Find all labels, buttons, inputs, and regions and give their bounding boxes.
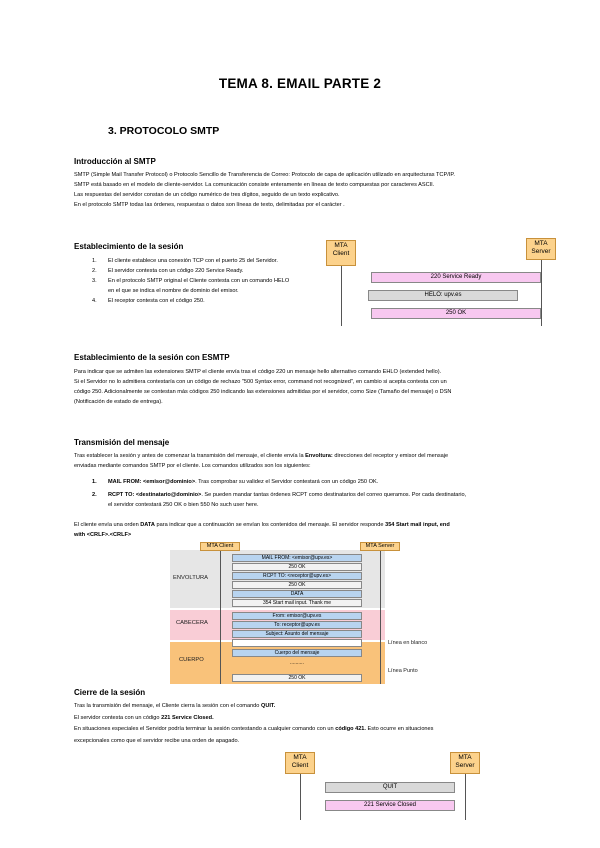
intro-line: Las respuestas del servidor constan de un código numérico de tres dígitos, seguido de un texto explicativo. (74, 192, 340, 198)
session-diagram (326, 238, 556, 328)
page-title: TEMA 8. EMAIL PARTE 2 (218, 76, 382, 91)
client-lifeline (220, 551, 221, 684)
transmission-diagram (170, 542, 440, 684)
message-arrow: Cuerpo del mensaje (232, 649, 362, 657)
client-lifeline (300, 774, 301, 820)
list-item: 4. El receptor contesta con el código 250. (92, 298, 205, 304)
close-heading: Cierre de la sesión (74, 688, 146, 697)
server-lifeline (380, 551, 381, 684)
message-arrow: Línea en blanco (232, 639, 362, 647)
intro-line: SMTP está basado en el modelo de cliente-servidor. La comunicación consiste enteramente en líneas de texto compuestas por caracteres ASCII. (74, 182, 435, 188)
list-item: 2. RCPT TO: <destinatario@dominio>. Se pueden mandar tantas órdenes RCPT como destinatarios del correo queramos. Por cada destinatario, (92, 492, 467, 498)
text-line: Tras la transmisión del mensaje, el Cliente cierra la sesión con el comando QUIT. (74, 703, 276, 709)
message-arrow: HELO: upv.es (368, 290, 518, 301)
list-item: en el que se indica el nombre de dominio del emisor. (108, 288, 239, 294)
transmission-heading: Transmisión del mensaje (74, 438, 170, 447)
session-heading: Establecimiento de la sesión (74, 242, 184, 251)
mta-server-box: MTA Server (360, 542, 400, 551)
esmtp-paragraph (74, 367, 534, 407)
message-arrow: 220 Service Ready (371, 272, 541, 283)
session-list (92, 256, 322, 306)
text-line: excepcionales como que el servidor recibe una orden de apagado. (74, 737, 240, 744)
esmtp-line: código 250. Adicionalmente se contestan más códigos 250 indicando las extensiones admitidas por el servidor, como Size (Tamaño del mensaje) o DSN (74, 389, 452, 395)
esmtp-heading: Establecimiento de la sesión con ESMTP (74, 353, 230, 362)
esmtp-line: Si el Servidor no lo admitiera contestaría con un código de rechazo "500 Syntax error, command not recognized", en cambio si acepta contesta con un (74, 379, 447, 385)
client-lifeline (341, 266, 342, 326)
intro-line: En el protocolo SMTP todas las órdenes, respuestas o datos son líneas de texto, delimitadas por el carácter . (74, 202, 345, 208)
list-item: 2. El servidor contesta con un código 220 Service Ready. (92, 268, 244, 274)
text-line: El servidor contesta con un código 221 Service Closed. (74, 714, 214, 721)
section-label: ENVOLTURA (173, 575, 209, 581)
close-diagram (280, 752, 480, 822)
esmtp-line: Para indicar que se admiten las extensiones SMTP el cliente envía tras el código 220 un mensaje hello alternativo comando EHLO (extended hello). (74, 369, 442, 375)
message-arrow: QUIT (325, 782, 455, 793)
message-arrow: 354 Start mail input. Thank me (232, 599, 362, 607)
close-paragraph (74, 701, 534, 747)
section-label: CABECERA (176, 620, 208, 626)
transmission-paragraph (74, 451, 534, 471)
side-label: Línea en blanco (388, 640, 428, 646)
message-arrow: .......... (232, 659, 362, 667)
server-lifeline (541, 260, 542, 326)
list-item: 1. MAIL FROM: <emisor@dominio>. Tras comprobar su validez el Servidor contestará con un código 250 OK. (92, 479, 379, 485)
server-lifeline (465, 774, 466, 820)
message-arrow: 250 OK (232, 674, 362, 682)
text-line: Tras establecer la sesión y antes de comenzar la transmisión del mensaje, el cliente envía la Envoltura: direcciones del receptor y emisor del mensaje (74, 453, 449, 459)
mta-server-box: MTA Server (526, 238, 556, 260)
command-list (92, 477, 532, 510)
text-line: enviadas mediante comandos SMTP por el cliente. Los comandos utilizados son los siguientes: (74, 463, 311, 469)
section-title: 3. PROTOCOLO SMTP (108, 125, 220, 137)
list-item: 1. El cliente establece una conexión TCP con el puerto 25 del Servidor. (92, 258, 278, 264)
mta-client-box: MTA Client (326, 240, 356, 266)
intro-line: SMTP (Simple Mail Transfer Protocol) o Protocolo Sencillo de Transferencia de Correo: Protocolo de capa de aplicación utilizado en arquitecturas TCP/IP. (74, 172, 455, 178)
list-item-continuation: el servidor contestará 250 OK o bien 550 No such user here. (108, 502, 259, 508)
mta-client-box: MTA Client (285, 752, 315, 774)
side-label: Línea Punto (388, 668, 418, 674)
message-arrow: Subject: Asunto del mensaje (232, 630, 362, 638)
message-arrow: 250 OK (232, 581, 362, 589)
message-arrow: DATA (232, 590, 362, 598)
message-arrow: 221 Service Closed (325, 800, 455, 811)
intro-paragraph (74, 170, 534, 210)
message-arrow: 250 OK (371, 308, 541, 319)
message-arrow: To: receptor@upv.es (232, 621, 362, 629)
message-arrow: From: emisor@upv.es (232, 612, 362, 620)
intro-heading: Introducción al SMTP (74, 157, 156, 166)
list-item: 3. En el protocolo SMTP original el Cliente contesta con un comando HELO (92, 278, 290, 284)
message-arrow: 250 OK (232, 563, 362, 571)
section-label: CUERPO (179, 657, 204, 663)
mta-server-box: MTA Server (450, 752, 480, 774)
text-line: with <CRLF>.<CRLF> (74, 532, 132, 538)
text-line: El cliente envía una orden DATA para indicar que a continuación se envían los contenidos del mensaje. El servidor responde 354 Start mail input, end (74, 522, 450, 528)
esmtp-line: (Notificación de estado de entrega). (74, 399, 163, 405)
text-line: En situaciones especiales el Servidor podría terminar la sesión contestando a cualquier comando con un código 421. Esto ocurre en situaciones (74, 726, 434, 732)
data-paragraph (74, 520, 534, 540)
message-arrow: RCPT TO: <receptor@upv.es> (232, 572, 362, 580)
mta-client-box: MTA Client (200, 542, 240, 551)
message-arrow: MAIL FROM: <emisor@upv.es> (232, 554, 362, 562)
